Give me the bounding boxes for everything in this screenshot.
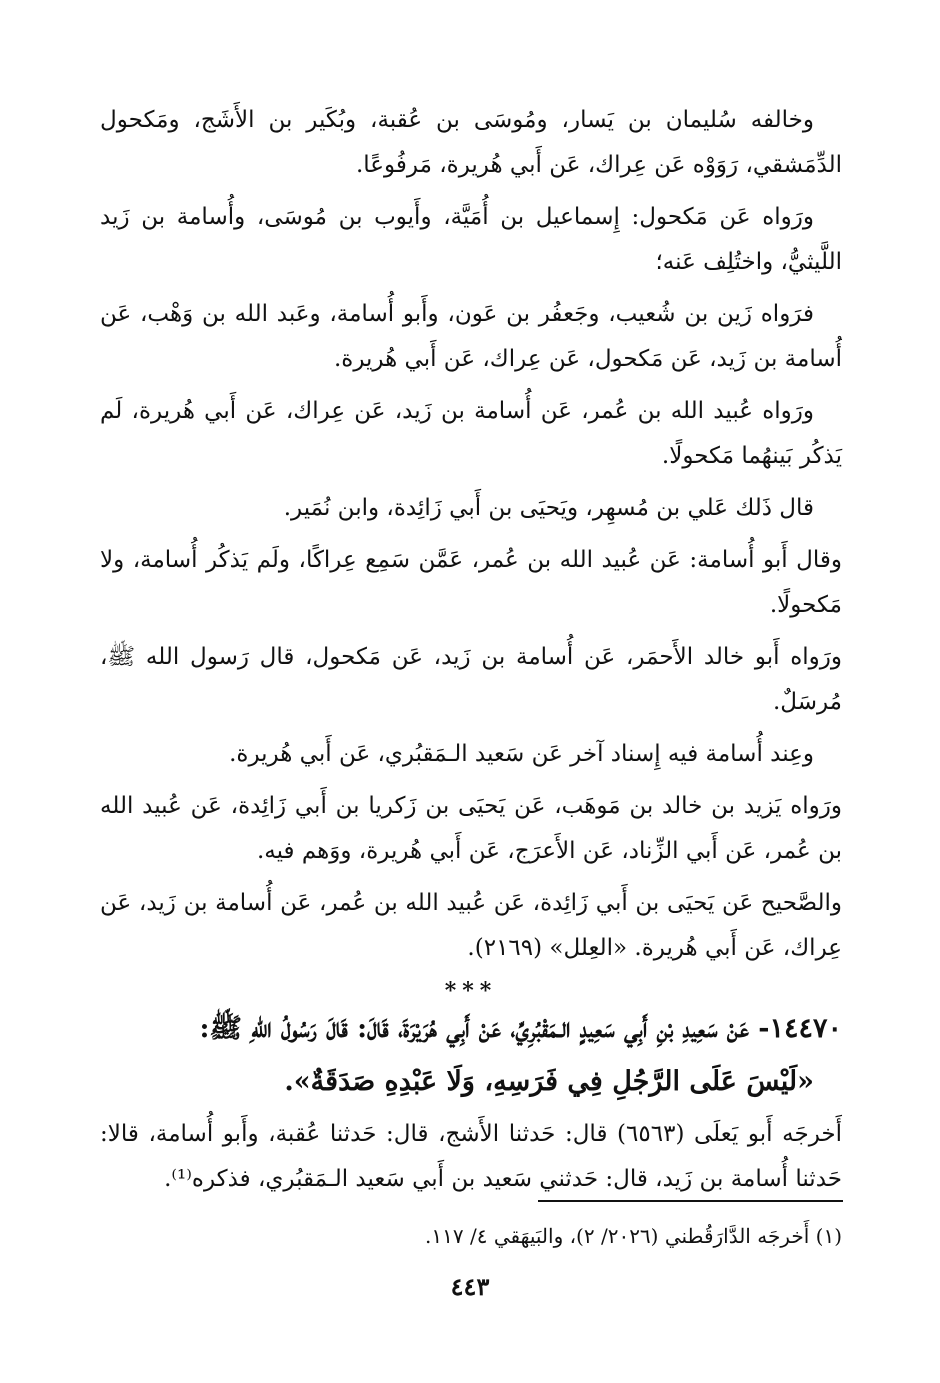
paragraph-5: قال ذَلك عَلي بن مُسهِر، ويَحيَى بن أَبي زَائِدة، وابن نُمَير. [283,495,814,521]
page-number: ٤٤٣ [450,1272,490,1301]
paragraph-9: ورَواه يَزيد بن خالد بن مَوهَب، عَن يَحيَى بن زَكريا بن أَبي زَائِدة، عَن عُبيد الله بن عُمر، عَن أَبي الزِّناد، عَن الأَعرَج، عَن أَبي هُريرة، ووَهم فيه. [100,793,842,864]
paragraph-3: فرَواه زَين بن شُعيب، وجَعفُر بن عَون، وأَبو أُسامة، وعَبد الله بن وَهْب، عَن أُسامة بن زَيد، عَن مَكحول، عَن عِراك، عَن أَبي هُريرة. [100,301,842,372]
footnotes [100,1218,842,1254]
paragraph-10: والصَّحيح عَن يَحيَى بن أَبي زَائِدة، عَن عُبيد الله بن عُمر، عَن أُسامة بن زَيد، عَن عِراك، عَن أَبي هُريرة. «العِلل» (٢١٦٩). [100,890,842,961]
section-separator: *** [444,978,498,1004]
footnote-divider [538,1200,843,1202]
paragraph-7: ورَواه أَبو خالد الأَحمَر، عَن أُسامة بن زَيد، عَن مَكحول، قال رَسول الله ﷺ، مُرسَلٌ. [100,644,842,715]
paragraph-2: ورَواه عَن مَكحول: إِسماعيل بن أُمَيَّة، وأَيوب بن مُوسَى، وأُسامة بن زَيد اللَّيثيُّ، واختُلِف عَنه؛ [100,204,842,275]
footnote-1: (١) أَخرجَه الدَّارَقُطني (٢٠٢٦/ ٢)، والبَيهَقي ٤/ ١١٧. [425,1224,842,1248]
paragraph-6: وقال أَبو أُسامة: عَن عُبيد الله بن عُمر، عَمَّن سَمِع عِراكًا، ولَم يَذكُر أُسامة، ولا مَكحولًا. [100,547,842,618]
takhrij-paragraph: أَخرجَه أَبو يَعلَى (٦٥٦٣) قال: حَدثنا الأَشج، قال: حَدثنا عُقبة، وأَبو أُسامة، قالا: حَدثنا أُسامة بن زَيد، قال: حَدثني سَعيد بن أَبي سَعيد الـمَقبُري، فذكره⁽¹⁾. [100,1121,842,1192]
hadith-heading: ١٤٤٧٠- عَنْ سَعِيدِ بْنِ أَبِي سَعِيدٍ الـمَقْبُرِيِّ، عَنْ أَبِي هُرَيْرَةَ، قَالَ: قَالَ رَسُولُ اللهِ ﷺ: [199,1013,842,1044]
paragraph-8: وعِند أُسامة فيه إِسناد آخر عَن سَعيد الـمَقبُري، عَن أَبي هُريرة. [229,741,814,767]
hadith-text: «لَيْسَ عَلَى الرَّجُلِ فِي فَرَسِهِ، وَلَا عَبْدِهِ صَدَقَةٌ». [284,1066,814,1097]
main-text [100,98,842,1209]
paragraph-4: ورَواه عُبيد الله بن عُمر، عَن أُسامة بن زَيد، عَن عِراك، عَن أَبي هُريرة، لَم يَذكُر بَينهُما مَكحولًا. [100,398,842,469]
paragraph-1: وخالفه سُليمان بن يَسار، ومُوسَى بن عُقبة، وبُكَير بن الأَشَج، ومَكحول الدِّمَشقي، رَوَوْه عَن عِراك، عَن أَبي هُريرة، مَرفُوعًا. [100,107,842,178]
